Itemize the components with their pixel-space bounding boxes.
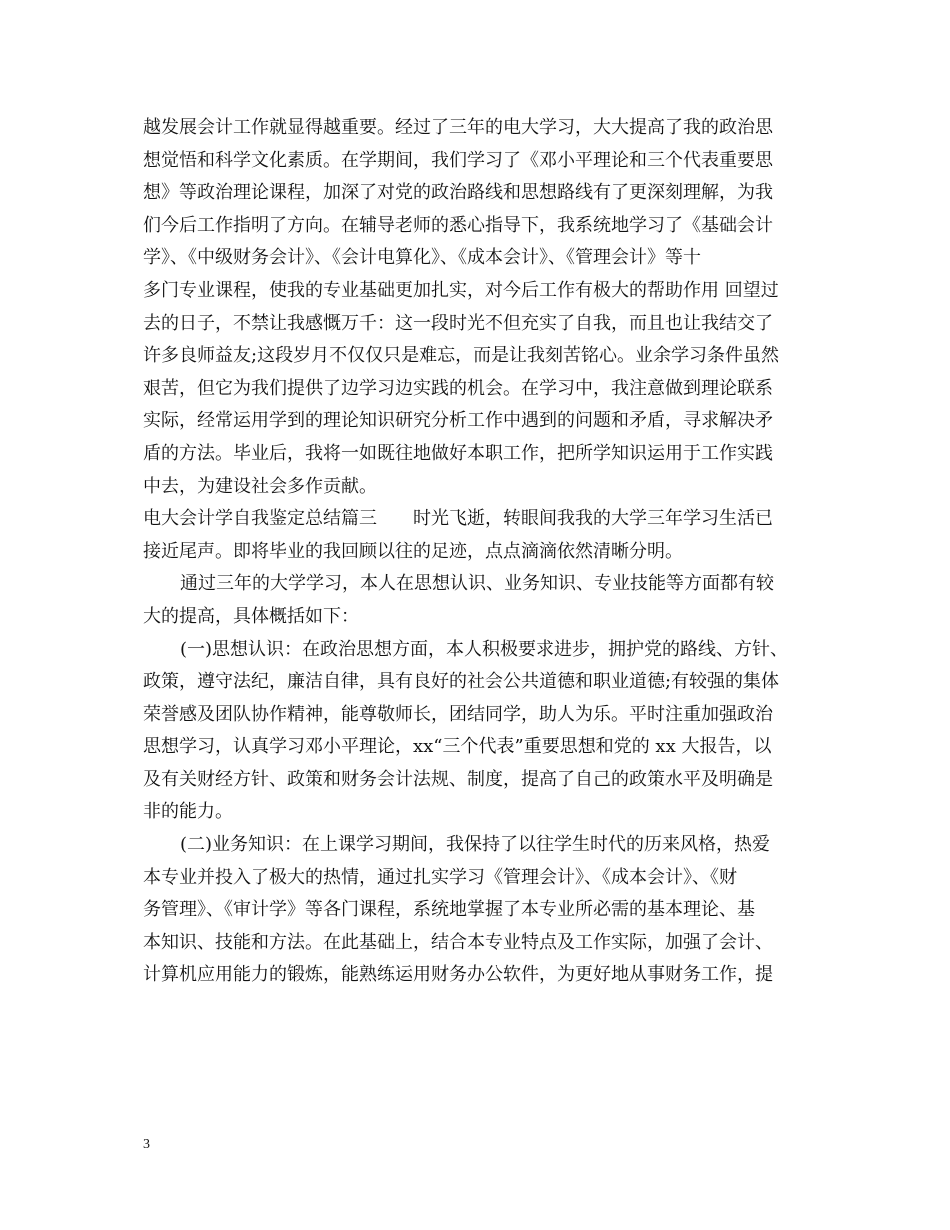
- text-line: 大的提高，具体概括如下：: [143, 605, 359, 627]
- text-line: 许多良师益友;这段岁月不仅仅只是难忘，而是让我刻苦铭心。业余学习条件虽然: [143, 345, 780, 367]
- text-line: 想》等政治理论课程，加深了对党的政治路线和思想路线有了更深刻理解，为我: [143, 182, 773, 204]
- text-line: 学》、《中级财务会计》、《会计电算化》、《成本会计》、《管理会计》等十: [143, 247, 701, 269]
- text-line: 思想学习，认真学习邓小平理论，xx“三个代表”重要思想和党的 xx 大报告，以: [143, 736, 772, 758]
- text-line: 中去，为建设社会多作贡献。: [143, 475, 377, 497]
- text-line: 们今后工作指明了方向。在辅导老师的悉心指导下，我系统地学习了《基础会计: [143, 214, 773, 236]
- text-line: 实际，经常运用学到的理论知识研究分析工作中遇到的问题和矛盾，寻求解决矛: [143, 410, 773, 432]
- page-number: 3: [143, 1137, 150, 1152]
- text-line: 艰苦，但它为我们提供了边学习边实践的机会。在学习中，我注意做到理论联系: [143, 377, 773, 399]
- text-line: 本知识、技能和方法。在此基础上，结合本专业特点及工作实际，加强了会计、: [143, 931, 773, 953]
- text-line: 务管理》、《审计学》等各门课程，系统地掌握了本专业所必需的基本理论、基: [143, 899, 755, 921]
- text-line: 计算机应用能力的锻炼，能熟练运用财务办公软件，为更好地从事财务工作，提: [143, 964, 773, 986]
- paragraph-first-line: (一)思想认识：在政治思想方面，本人积极要求进步，拥护党的路线、方针、: [180, 638, 789, 660]
- paragraph-first-line: 通过三年的大学学习，本人在思想认识、业务知识、专业技能等方面都有较: [180, 573, 774, 595]
- text-line: 及有关财经方针、政策和财务会计法规、制度，提高了自己的政策水平及明确是: [143, 768, 773, 790]
- text-line: 荣誉感及团队协作精神，能尊敬师长，团结同学，助人为乐。平时注重加强政治: [143, 703, 773, 725]
- body-text: [143, 112, 815, 992]
- paragraph-first-line: (二)业务知识：在上课学习期间，我保持了以往学生时代的历来风格，热爱: [180, 834, 771, 856]
- text-line: 去的日子，不禁让我感慨万千：这一段时光不但充实了自我，而且也让我结交了: [143, 312, 773, 334]
- text-line: 政策，遵守法纪，廉洁自律，具有良好的社会公共道德和职业道德;有较强的集体: [143, 671, 780, 693]
- text-line: 接近尾声。即将毕业的我回顾以往的足迹，点点滴滴依然清晰分明。: [143, 540, 683, 562]
- text-line: 非的能力。: [143, 801, 233, 823]
- text-line: 想觉悟和科学文化素质。在学期间，我们学习了《邓小平理论和三个代表重要思: [143, 149, 773, 171]
- text-line: 多门专业课程，使我的专业基础更加扎实，对今后工作有极大的帮助作用 回望过: [143, 279, 779, 301]
- text-line: 本专业并投入了极大的热情，通过扎实学习《管理会计》、《成本会计》、《财: [143, 866, 737, 888]
- section-heading-line: 电大会计学自我鉴定总结篇三 时光飞逝，转眼间我我的大学三年学习生活已: [143, 508, 773, 530]
- text-line: 盾的方法。毕业后，我将一如既往地做好本职工作，把所学知识运用于工作实践: [143, 442, 773, 464]
- text-line: 越发展会计工作就显得越重要。经过了三年的电大学习，大大提高了我的政治思: [143, 117, 773, 138]
